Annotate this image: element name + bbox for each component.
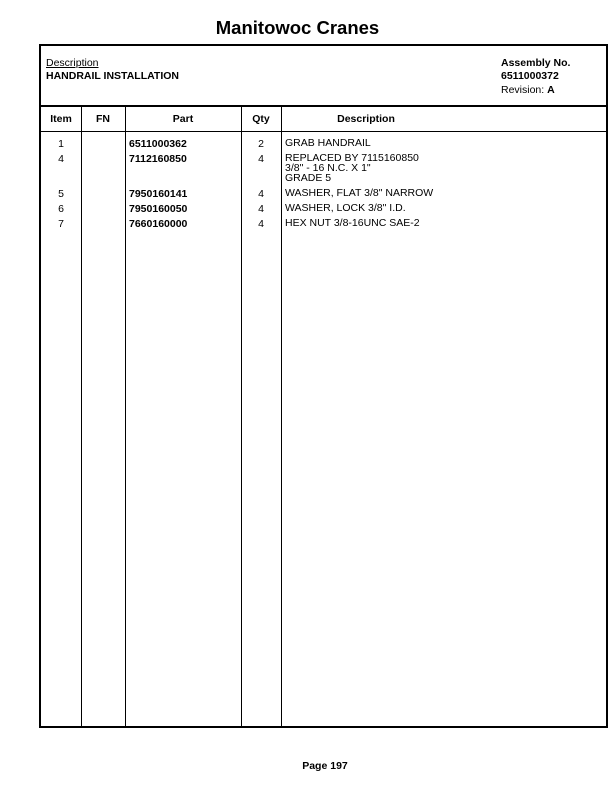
item-number: 6 <box>58 203 64 215</box>
item-number: 7 <box>58 218 64 230</box>
quantity: 4 <box>258 203 264 215</box>
item-number: 4 <box>58 153 64 165</box>
description-line: REPLACED BY 7115160850 <box>285 152 419 164</box>
part-description <box>285 153 419 183</box>
part-number: 7112160850 <box>129 153 187 165</box>
revision-label: Revision: <box>501 84 545 96</box>
part-description <box>285 203 406 213</box>
description-label: Description <box>46 57 99 69</box>
part-description <box>285 188 433 198</box>
description-line: WASHER, LOCK 3/8" I.D. <box>285 202 406 214</box>
quantity: 2 <box>258 138 264 150</box>
part-number: 6511000362 <box>129 138 187 150</box>
column-header-description: Description <box>337 113 395 125</box>
page-number: Page 197 <box>302 760 348 772</box>
assembly-number: 6511000372 <box>501 70 559 82</box>
column-divider <box>125 107 126 726</box>
column-header-fn: FN <box>96 113 110 125</box>
description-value: HANDRAIL INSTALLATION <box>46 70 179 82</box>
revision <box>501 84 555 96</box>
assembly-header <box>41 46 606 107</box>
item-number: 5 <box>58 188 64 200</box>
description-line: HEX NUT 3/8-16UNC SAE-2 <box>285 217 420 229</box>
description-line: WASHER, FLAT 3/8" NARROW <box>285 187 434 199</box>
part-number: 7950160141 <box>129 188 188 200</box>
description-line: 3/8" - 16 N.C. X 1" <box>285 162 371 174</box>
revision-value: A <box>547 84 555 96</box>
column-divider <box>81 107 82 726</box>
quantity: 4 <box>258 153 264 165</box>
column-header-part: Part <box>172 113 194 125</box>
part-description <box>285 138 371 148</box>
description-line: GRAB HANDRAIL <box>285 137 371 149</box>
part-number: 7660160000 <box>129 218 188 230</box>
column-divider <box>281 107 282 726</box>
parts-list-frame <box>39 44 608 728</box>
part-description <box>285 218 420 228</box>
column-header-qty: Qty <box>252 113 270 125</box>
description-line: GRADE 5 <box>285 172 332 184</box>
part-number: 7950160050 <box>129 203 188 215</box>
page-title: Manitowoc Cranes <box>215 17 380 38</box>
quantity: 4 <box>258 188 264 200</box>
item-number: 1 <box>58 138 64 150</box>
assembly-number-label: Assembly No. <box>501 57 571 69</box>
quantity: 4 <box>258 218 264 230</box>
column-header-item: Item <box>50 113 72 125</box>
